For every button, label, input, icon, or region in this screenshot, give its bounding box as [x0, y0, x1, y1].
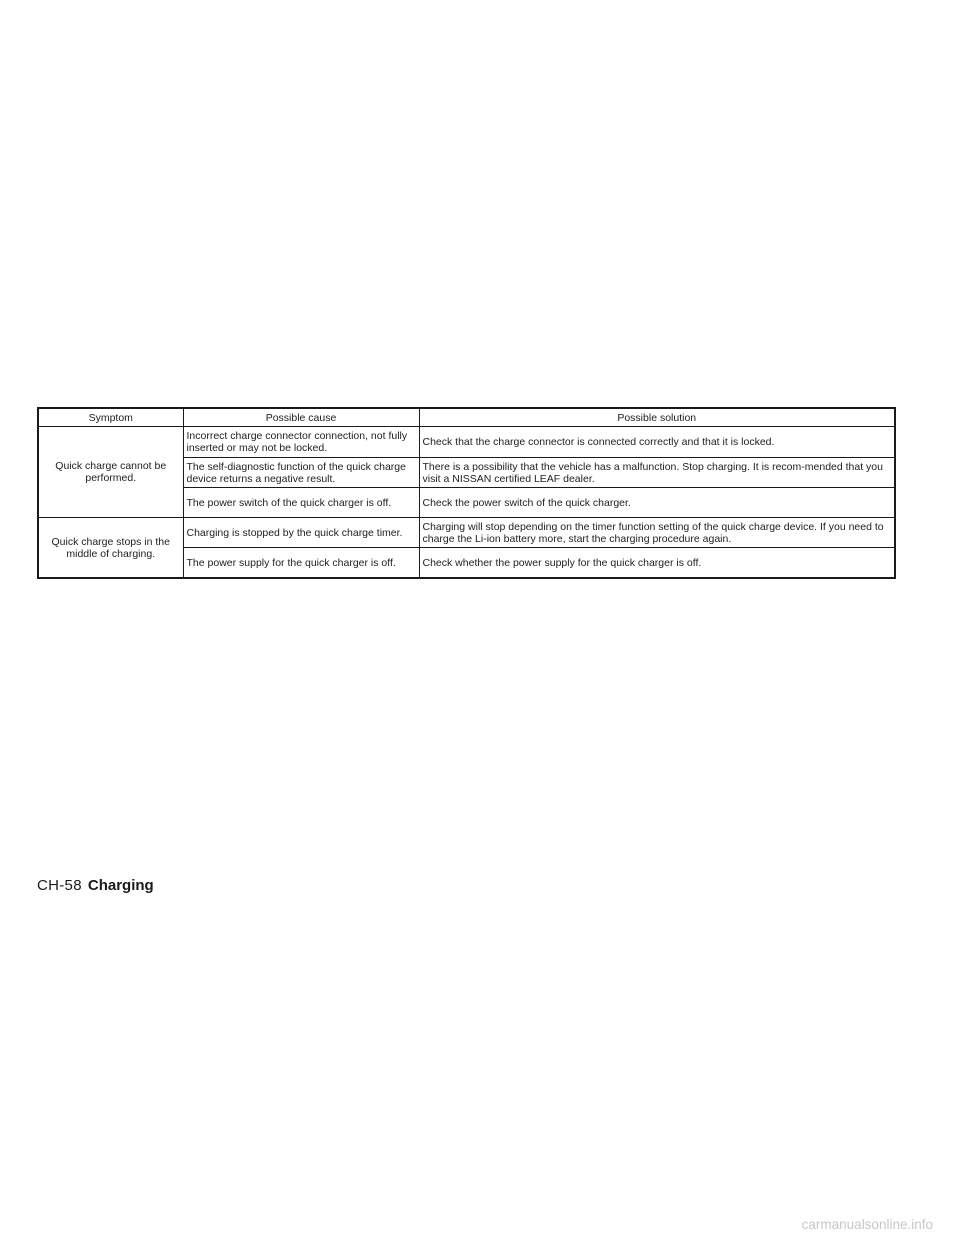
section-title: Charging	[87, 877, 154, 894]
table-row	[38, 518, 895, 548]
page-footer	[37, 877, 154, 895]
cause-cell: The power supply for the quick charger is off.	[183, 548, 419, 579]
solution-cell: Check the power switch of the quick charger.	[419, 488, 895, 518]
symptom-cell: Quick charge stops in the middle of charging.	[38, 518, 183, 579]
header-possible-solution: Possible solution	[419, 408, 895, 427]
header-symptom: Symptom	[38, 408, 183, 427]
symptom-cell: Quick charge cannot be performed.	[38, 427, 183, 518]
page-number: CH-58	[37, 877, 82, 894]
cause-cell: Charging is stopped by the quick charge timer.	[183, 518, 419, 548]
watermark: carmanualsonline.info	[801, 1217, 933, 1232]
troubleshooting-table	[37, 407, 896, 579]
table-header-row	[38, 408, 895, 427]
solution-cell: Check whether the power supply for the quick charger is off.	[419, 548, 895, 579]
cause-cell: The power switch of the quick charger is off.	[183, 488, 419, 518]
solution-cell: Check that the charge connector is connected correctly and that it is locked.	[419, 427, 895, 458]
table-row	[38, 427, 895, 458]
header-possible-cause: Possible cause	[183, 408, 419, 427]
solution-cell: Charging will stop depending on the timer function setting of the quick charge device. If you need to charge the Li-ion battery more, start the charging procedure again.	[419, 518, 895, 548]
cause-cell: Incorrect charge connector connection, not fully inserted or may not be locked.	[183, 427, 419, 458]
solution-cell: There is a possibility that the vehicle has a malfunction. Stop charging. It is recom-mended that you visit a NISSAN certified LEAF dealer.	[419, 458, 895, 488]
cause-cell: The self-diagnostic function of the quick charge device returns a negative result.	[183, 458, 419, 488]
